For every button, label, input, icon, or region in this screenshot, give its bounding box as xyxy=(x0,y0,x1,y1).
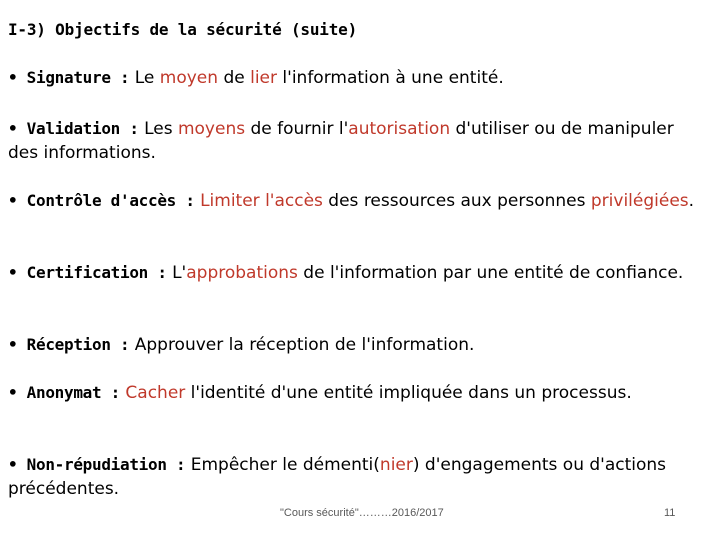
term-label: • Certification : xyxy=(8,263,167,282)
item-reception xyxy=(8,333,698,357)
definition-text: Approuver la réception de l'information. xyxy=(129,335,475,355)
highlight-text: privilégiées xyxy=(590,191,689,211)
definition-text: des ressources aux personnes xyxy=(322,191,591,211)
footer-text: "Cours sécurité"………2016/2017 xyxy=(280,507,444,519)
page-number: 11 xyxy=(664,507,676,519)
item-validation xyxy=(8,117,698,165)
highlight-text: Cacher xyxy=(125,383,186,403)
definition-text: Empêcher le démenti( xyxy=(185,455,380,475)
term-label: • Validation : xyxy=(8,119,139,138)
definition-text: Le xyxy=(129,68,160,88)
highlight-text: moyen xyxy=(159,68,219,88)
item-controle-acces xyxy=(8,189,698,213)
term-label: • Réception : xyxy=(8,335,130,354)
page-title: I-3) Objectifs de la sécurité (suite) xyxy=(8,20,358,39)
definition-text: de xyxy=(218,68,251,88)
item-anonymat xyxy=(8,381,698,405)
definition-text: L' xyxy=(166,263,187,283)
highlight-text: Limiter l'accès xyxy=(200,191,323,211)
term-label: • Contrôle d'accès : xyxy=(8,191,195,210)
definition-text: Les xyxy=(138,119,178,139)
item-non-repudiation xyxy=(8,453,698,501)
term-label: • Signature : xyxy=(8,68,130,87)
definition-text: de l'information par une entité de confiance. xyxy=(297,263,684,283)
term-label: • Non-répudiation : xyxy=(8,455,186,474)
definition-text: de fournir l' xyxy=(245,119,349,139)
definition-text: l'information à une entité. xyxy=(277,68,504,88)
highlight-text: approbations xyxy=(186,263,298,283)
highlight-text: nier xyxy=(379,455,413,475)
definition-text: l'identité d'une entité impliquée dans un processus. xyxy=(185,383,632,403)
item-certification xyxy=(8,261,698,285)
term-label: • Anonymat : xyxy=(8,383,120,402)
item-signature xyxy=(8,66,698,90)
highlight-text: moyens xyxy=(177,119,246,139)
highlight-text: lier xyxy=(250,68,278,88)
highlight-text: autorisation xyxy=(348,119,451,139)
definition-text: ) d'engagements ou d'actions précédentes. xyxy=(8,455,667,499)
definition-text: . xyxy=(688,191,695,211)
definition-text: d'utiliser ou de manipuler des informations. xyxy=(8,119,674,163)
